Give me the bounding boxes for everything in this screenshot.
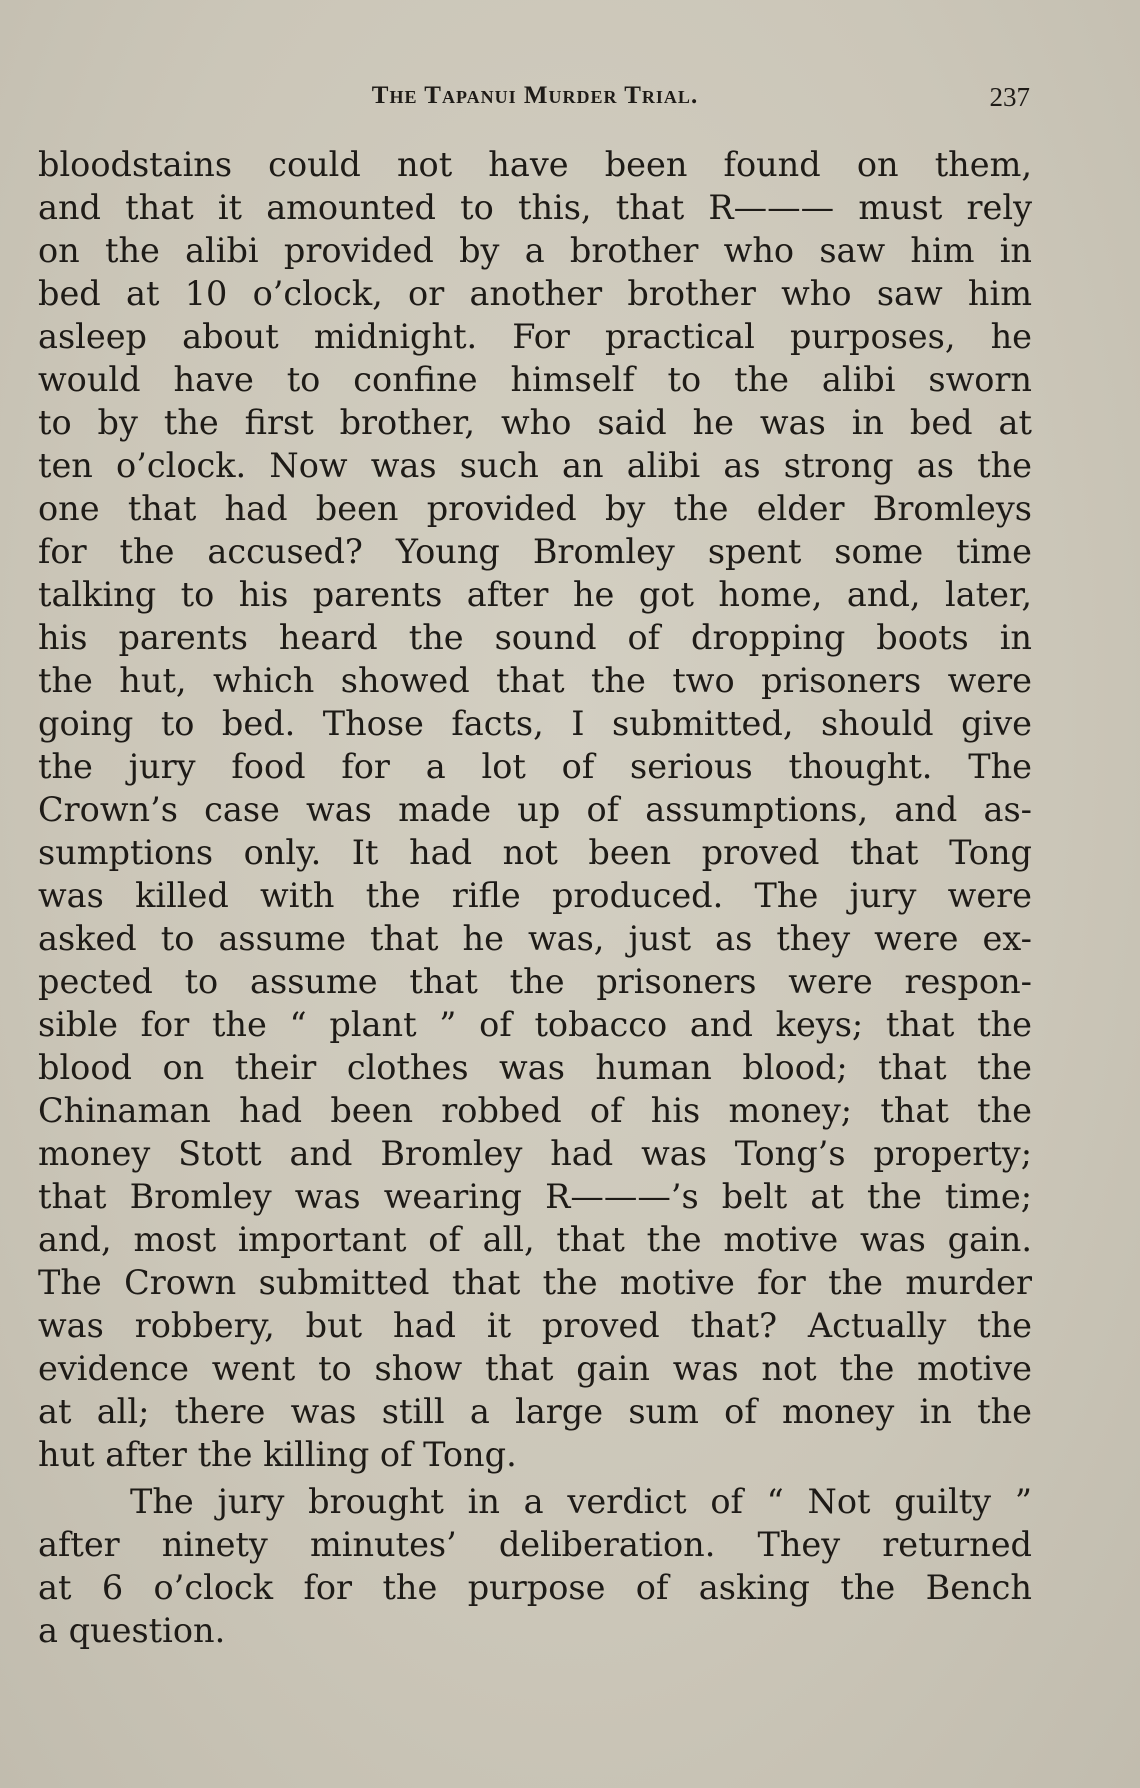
paragraph <box>38 1480 1032 1652</box>
text-line: asked to assume that he was, just as they were ex- <box>38 919 1032 958</box>
text-line: The jury brought in a verdict of “ Not guilty ” <box>130 1482 1032 1521</box>
paragraph <box>38 143 1032 1476</box>
text-line: and, most important of all, that the motive was gain. <box>38 1220 1032 1259</box>
text-line: blood on their clothes was human blood; that the <box>38 1048 1032 1087</box>
text-line: was killed with the rifle produced. The jury were <box>38 876 1032 915</box>
text-line: money Stott and Bromley had was Tong’s property; <box>38 1134 1032 1173</box>
text-line: Chinaman had been robbed of his money; that the <box>38 1091 1032 1130</box>
text-line: The Crown submitted that the motive for the murder <box>38 1263 1032 1302</box>
text-line: a question. <box>38 1611 226 1650</box>
text-line: the jury food for a lot of serious thought. The <box>38 747 1032 786</box>
running-title: The Tapanui Murder Trial. <box>371 82 699 109</box>
text-line: one that had been provided by the elder Bromleys <box>38 489 1032 528</box>
page-number: 237 <box>989 82 1030 112</box>
text-line: evidence went to show that gain was not the motive <box>38 1349 1032 1388</box>
text-line: his parents heard the sound of dropping boots in <box>38 618 1032 657</box>
text-line: Crown’s case was made up of assumptions, and as- <box>38 790 1032 829</box>
text-line: pected to assume that the prisoners were respon- <box>38 962 1032 1001</box>
text-line: at all; there was still a large sum of money in the <box>38 1392 1032 1431</box>
text-line: ten o’clock. Now was such an alibi as strong as the <box>38 446 1032 485</box>
text-line: would have to confine himself to the alibi sworn <box>38 360 1032 399</box>
text-line: asleep about midnight. For practical purposes, he <box>38 317 1032 356</box>
text-line: for the accused? Young Bromley spent some time <box>38 532 1032 571</box>
text-line: on the alibi provided by a brother who saw him in <box>38 231 1032 270</box>
text-line: sumptions only. It had not been proved that Tong <box>38 833 1032 872</box>
text-line: and that it amounted to this, that R——— must rely <box>38 188 1032 227</box>
text-line: bloodstains could not have been found on them, <box>38 145 1032 184</box>
text-line: at 6 o’clock for the purpose of asking the Bench <box>38 1568 1032 1607</box>
text-line: sible for the “ plant ” of tobacco and keys; that the <box>38 1005 1032 1044</box>
text-line: that Bromley was wearing R———’s belt at the time; <box>38 1177 1032 1216</box>
text-line: was robbery, but had it proved that? Actually the <box>38 1306 1032 1345</box>
text-line: the hut, which showed that the two prisoners were <box>38 661 1032 700</box>
body-text <box>38 143 1032 1652</box>
text-line: bed at 10 o’clock, or another brother who saw him <box>38 274 1032 313</box>
text-line: to by the first brother, who said he was in bed at <box>38 403 1032 442</box>
text-line: talking to his parents after he got home, and, later, <box>38 575 1032 614</box>
running-head <box>40 82 1030 122</box>
text-line: hut after the killing of Tong. <box>38 1435 517 1474</box>
text-line: after ninety minutes’ deliberation. They returned <box>38 1525 1032 1564</box>
text-line: going to bed. Those facts, I submitted, should give <box>38 704 1032 743</box>
